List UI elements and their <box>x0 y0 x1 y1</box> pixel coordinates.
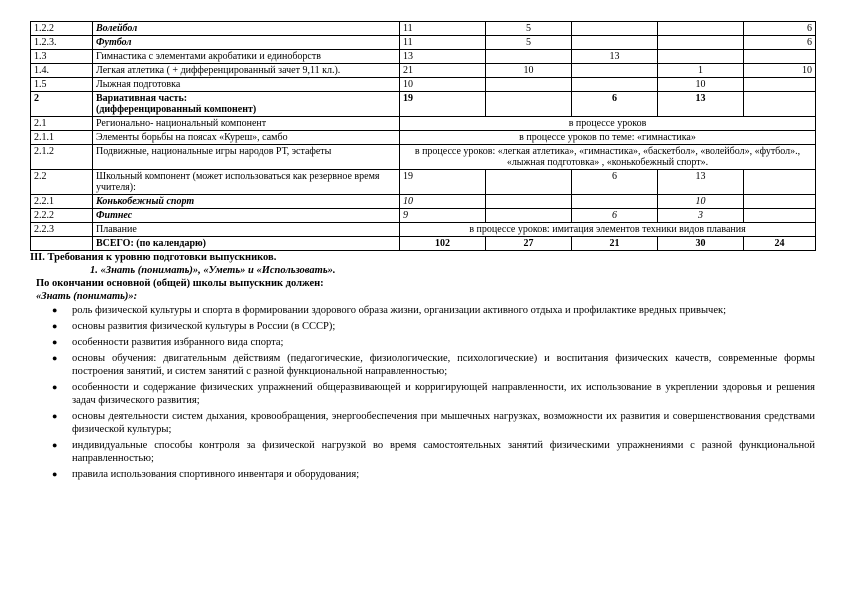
bullet-icon: ● <box>52 321 58 331</box>
merged-note: в процессе уроков по теме: «гимнастика» <box>400 131 816 145</box>
cell-quarter-3: 10 <box>658 78 744 92</box>
section-heading: III. Требования к уровню подготовки выпускников. <box>30 252 277 263</box>
section-lead-know: «Знать (понимать)»: <box>36 291 138 302</box>
curriculum-table <box>30 21 816 251</box>
cell-quarter-1: 5 <box>486 36 572 50</box>
bullet-icon: ● <box>52 469 58 479</box>
row-number <box>31 237 93 251</box>
row-number: 2 <box>31 92 93 117</box>
cell-quarter-4: 10 <box>744 64 816 78</box>
row-number: 1.2.2 <box>31 22 93 36</box>
section-subheading: 1. «Знать (понимать)», «Уметь» и «Использовать». <box>90 265 336 276</box>
list-item-text: основы деятельности систем дыхания, кровообращения, энергообеспечения при мышечных нагрузках, возможности их развития и совершенствования средствами физической культуры; <box>72 411 815 435</box>
cell-quarter-2: 6 <box>572 92 658 117</box>
cell-quarter-3 <box>658 50 744 64</box>
row-title: Футбол <box>93 36 400 50</box>
total-row <box>31 237 816 251</box>
cell-quarter-1 <box>486 195 572 209</box>
row-title: Подвижные, национальные игры народов РТ, эстафеты <box>93 145 400 170</box>
cell-quarter-2: 6 <box>572 209 658 223</box>
cell-quarter-1: 10 <box>486 64 572 78</box>
list-item-text: индивидуальные способы контроля за физической нагрузкой во время самостоятельных занятий физическими упражнениями с разной функциональной направленностью; <box>72 440 815 464</box>
row-number: 2.2.3 <box>31 223 93 237</box>
row-number: 1.5 <box>31 78 93 92</box>
cell-total-hours: 9 <box>400 209 486 223</box>
row-number: 2.1 <box>31 117 93 131</box>
cell-total-hours: 13 <box>400 50 486 64</box>
list-item <box>30 439 815 465</box>
list-item <box>30 320 815 333</box>
cell-quarter-3: 1 <box>658 64 744 78</box>
bullet-icon: ● <box>52 337 58 347</box>
cell-total-hours: 19 <box>400 92 486 117</box>
list-item-text: особенности развития избранного вида спорта; <box>72 337 284 348</box>
requirements-section <box>30 251 815 481</box>
cell-quarter-4: 24 <box>744 237 816 251</box>
cell-quarter-1 <box>486 50 572 64</box>
cell-quarter-1 <box>486 170 572 195</box>
cell-total-hours: 11 <box>400 36 486 50</box>
cell-total-hours: 10 <box>400 195 486 209</box>
table-row <box>31 92 816 117</box>
table-row <box>31 64 816 78</box>
cell-quarter-3: 3 <box>658 209 744 223</box>
cell-quarter-4: 6 <box>744 22 816 36</box>
cell-quarter-2 <box>572 64 658 78</box>
merged-note: в процессе уроков <box>400 117 816 131</box>
row-title: Волейбол <box>93 22 400 36</box>
table-row <box>31 36 816 50</box>
row-title: Конькобежный спорт <box>93 195 400 209</box>
table-row <box>31 170 816 195</box>
merged-note: в процессе уроков: «легкая атлетика», «гимнастика», «баскетбол», «волейбол», «футбол»., «лыжная подготовка» , «конькобежный спорт». <box>400 145 816 170</box>
table-row <box>31 50 816 64</box>
row-title: ВСЕГО: (по календарю) <box>93 237 400 251</box>
list-item <box>30 381 815 407</box>
cell-quarter-3: 13 <box>658 92 744 117</box>
row-title: Гимнастика с элементами акробатики и единоборств <box>93 50 400 64</box>
table-row <box>31 117 816 131</box>
cell-quarter-4 <box>744 92 816 117</box>
bullet-icon: ● <box>52 440 58 450</box>
bullet-icon: ● <box>52 382 58 392</box>
cell-quarter-3: 13 <box>658 170 744 195</box>
row-number: 2.2 <box>31 170 93 195</box>
cell-quarter-1 <box>486 209 572 223</box>
section-lead: По окончании основной (общей) школы выпускник должен: <box>36 278 324 289</box>
cell-quarter-2: 13 <box>572 50 658 64</box>
cell-quarter-4 <box>744 50 816 64</box>
table-row <box>31 22 816 36</box>
row-number: 1.3 <box>31 50 93 64</box>
row-title: Школьный компонент (может использоваться как резервное время учителя): <box>93 170 400 195</box>
cell-quarter-2 <box>572 36 658 50</box>
cell-total-hours: 10 <box>400 78 486 92</box>
row-title: Легкая атлетика ( + дифференцированный зачет 9,11 кл.). <box>93 64 400 78</box>
list-item-text: правила использования спортивного инвентаря и оборудования; <box>72 469 360 480</box>
list-item-text: основы развития физической культуры в России (в СССР); <box>72 321 336 332</box>
list-item <box>30 336 815 349</box>
cell-quarter-1: 5 <box>486 22 572 36</box>
row-number: 2.1.2 <box>31 145 93 170</box>
list-item-text: основы обучения: двигательным действиям (педагогические, физиологические, психологические) и воспитания физических качеств, современные формы построения занятий, и систем занятий с разной функциональной направленностью; <box>72 353 815 377</box>
cell-quarter-1: 27 <box>486 237 572 251</box>
cell-quarter-4 <box>744 195 816 209</box>
row-number: 1.2.3. <box>31 36 93 50</box>
cell-quarter-4: 6 <box>744 36 816 50</box>
row-title: Регионально- национальный компонент <box>93 117 400 131</box>
row-title: Фитнес <box>93 209 400 223</box>
bullet-icon: ● <box>52 411 58 421</box>
list-item-text: роль физической культуры и спорта в формировании здорового образа жизни, организации активного отдыха и профилактике вредных привычек; <box>72 305 727 316</box>
row-title: Вариативная часть: (дифференцированный компонент) <box>93 92 400 117</box>
table-row <box>31 195 816 209</box>
cell-quarter-3: 30 <box>658 237 744 251</box>
list-item <box>30 468 815 481</box>
row-number: 2.2.1 <box>31 195 93 209</box>
cell-total-hours: 11 <box>400 22 486 36</box>
table-row <box>31 145 816 170</box>
cell-quarter-2: 21 <box>572 237 658 251</box>
cell-quarter-3 <box>658 22 744 36</box>
list-item <box>30 304 815 317</box>
row-number: 2.2.2 <box>31 209 93 223</box>
bullet-icon: ● <box>52 305 58 315</box>
row-title: Лыжная подготовка <box>93 78 400 92</box>
cell-total-hours: 19 <box>400 170 486 195</box>
cell-quarter-4 <box>744 78 816 92</box>
list-item <box>30 410 815 436</box>
table-row <box>31 78 816 92</box>
row-number: 2.1.1 <box>31 131 93 145</box>
requirements-list <box>30 304 815 481</box>
cell-quarter-2 <box>572 195 658 209</box>
bullet-icon: ● <box>52 353 58 363</box>
document-page <box>30 21 815 484</box>
cell-quarter-3: 10 <box>658 195 744 209</box>
table-row <box>31 131 816 145</box>
cell-total-hours: 102 <box>400 237 486 251</box>
table-row <box>31 223 816 237</box>
cell-quarter-4 <box>744 209 816 223</box>
table-row <box>31 209 816 223</box>
cell-quarter-1 <box>486 78 572 92</box>
cell-quarter-2: 6 <box>572 170 658 195</box>
cell-quarter-2 <box>572 22 658 36</box>
cell-quarter-3 <box>658 36 744 50</box>
cell-quarter-4 <box>744 170 816 195</box>
merged-note: в процессе уроков: имитация элементов техники видов плавания <box>400 223 816 237</box>
list-item-text: особенности и содержание физических упражнений общеразвивающей и корригирующей направленности, их использование в укреплении здоровья и решения задач физического развития; <box>72 382 815 406</box>
row-title: Элементы борьбы на поясах «Куреш», самбо <box>93 131 400 145</box>
row-number: 1.4. <box>31 64 93 78</box>
cell-quarter-2 <box>572 78 658 92</box>
list-item <box>30 352 815 378</box>
curriculum-table-body <box>31 22 816 251</box>
cell-quarter-1 <box>486 92 572 117</box>
cell-total-hours: 21 <box>400 64 486 78</box>
row-title: Плавание <box>93 223 400 237</box>
